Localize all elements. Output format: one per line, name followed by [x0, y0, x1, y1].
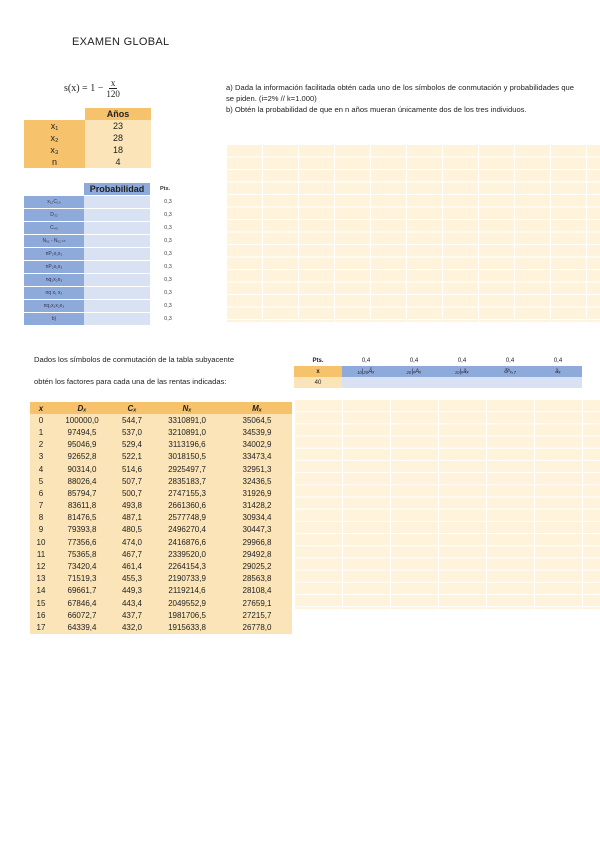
table-row — [30, 548, 292, 560]
comm-cell: 3 — [30, 451, 52, 463]
ages-header: Años — [85, 108, 151, 120]
probability-label: nq x₁ x₂ — [24, 287, 84, 300]
ages-value: 4 — [85, 156, 151, 168]
comm-cell: 2264154,3 — [152, 560, 222, 572]
comm-cell: 28108,4 — [222, 585, 292, 597]
points-value: 0,3 — [150, 287, 176, 300]
rent-header: ₁₀|ₓäₓ — [438, 366, 486, 377]
rent-header: ₁₀|₂₀Äₓ — [342, 366, 390, 377]
comm-cell: 92652,8 — [52, 451, 112, 463]
comm-cell: 28563,8 — [222, 573, 292, 585]
points-value: 0,3 — [150, 313, 176, 326]
comm-cell: 79393,8 — [52, 524, 112, 536]
table-row — [30, 536, 292, 548]
comm-cell: 437,7 — [112, 609, 152, 621]
rent-points-value: 0,4 — [457, 357, 467, 364]
comm-cell: 77356,6 — [52, 536, 112, 548]
points-value: 0,3 — [150, 248, 176, 261]
probability-answer-cell[interactable] — [84, 274, 150, 287]
comm-cell: 455,3 — [112, 573, 152, 585]
probability-label: b) — [24, 313, 84, 326]
comm-cell: 3113196,6 — [152, 439, 222, 451]
probability-answer-cell[interactable] — [84, 248, 150, 261]
rent-answer-cell[interactable] — [438, 377, 486, 388]
survival-formula — [64, 78, 120, 99]
comm-cell: 2835183,7 — [152, 475, 222, 487]
rent-answer-cell[interactable] — [534, 377, 582, 388]
comm-cell: 17 — [30, 621, 52, 633]
comm-cell: 2190733,9 — [152, 573, 222, 585]
probability-answer-cell[interactable] — [84, 196, 150, 209]
probability-label: nq₂x₂x₃ — [24, 274, 84, 287]
comm-cell: 83611,8 — [52, 500, 112, 512]
probability-header: Probabilidad — [84, 183, 150, 196]
rent-answer-cell[interactable] — [390, 377, 438, 388]
points-value: 0,3 — [150, 274, 176, 287]
comm-header: Nₓ — [152, 402, 222, 414]
ages-value: 18 — [85, 144, 151, 156]
comm-cell: 432,0 — [112, 621, 152, 633]
comm-cell: 27215,7 — [222, 609, 292, 621]
comm-cell: 3210891,0 — [152, 426, 222, 438]
table-row — [30, 500, 292, 512]
probability-answer-cell[interactable] — [84, 313, 150, 326]
comm-cell: 35064,5 — [222, 414, 292, 426]
comm-header: Dₓ — [52, 402, 112, 414]
comm-cell: 75365,8 — [52, 548, 112, 560]
rent-points-value: 0,4 — [409, 357, 419, 364]
rent-x-value: 40 — [294, 377, 342, 388]
comm-cell: 16 — [30, 609, 52, 621]
comm-cell: 11 — [30, 548, 52, 560]
ages-table — [24, 108, 151, 168]
formula-denominator: 120 — [106, 89, 120, 99]
comm-cell: 31428,2 — [222, 500, 292, 512]
comm-cell: 27659,1 — [222, 597, 292, 609]
rent-header: δ̈ᵖₓ,₇ — [486, 366, 534, 377]
comm-cell: 544,7 — [112, 414, 152, 426]
comm-cell: 1981706,5 — [152, 609, 222, 621]
comm-cell: 29966,8 — [222, 536, 292, 548]
rent-points-value: 0,4 — [505, 357, 515, 364]
probability-answer-cell[interactable] — [84, 300, 150, 313]
comm-cell: 2661360,6 — [152, 500, 222, 512]
table-row — [30, 451, 292, 463]
comm-cell: 3310891,0 — [152, 414, 222, 426]
intro-line-2: obtén los factores para cada una de las rentas indicadas: — [34, 377, 227, 386]
points-value: 0,3 — [150, 235, 176, 248]
ages-label: x₂ — [24, 132, 85, 144]
formula-numerator: x — [110, 78, 116, 88]
comm-cell: 26778,0 — [222, 621, 292, 633]
probability-label: nP₂x₁x₂ — [24, 248, 84, 261]
probability-answer-cell[interactable] — [84, 209, 150, 222]
comm-header: x — [30, 402, 52, 414]
answer-grid-1[interactable] — [226, 144, 600, 322]
rent-table — [294, 355, 582, 388]
comm-cell: 6 — [30, 487, 52, 499]
rent-points-value: 0,4 — [553, 357, 563, 364]
table-row — [30, 439, 292, 451]
table-row — [30, 414, 292, 426]
statement-part-a: a) Dada la información facilitada obtén cada uno de los símbolos de conmutación y probabilidades que se piden. (i=2% // k=1.000) — [226, 83, 574, 103]
comm-cell: 88026,4 — [52, 475, 112, 487]
comm-cell: 474,0 — [112, 536, 152, 548]
ages-value: 23 — [85, 120, 151, 132]
comm-cell: 29025,2 — [222, 560, 292, 572]
comm-cell: 2339520,0 — [152, 548, 222, 560]
comm-cell: 32951,3 — [222, 463, 292, 475]
exercise-statement — [226, 82, 574, 115]
comm-cell: 66072,7 — [52, 609, 112, 621]
comm-cell: 2416876,6 — [152, 536, 222, 548]
comm-cell: 30447,3 — [222, 524, 292, 536]
comm-cell: 2 — [30, 439, 52, 451]
comm-cell: 31926,9 — [222, 487, 292, 499]
comm-cell: 537,0 — [112, 426, 152, 438]
comm-cell: 7 — [30, 500, 52, 512]
comm-cell: 449,3 — [112, 585, 152, 597]
comm-cell: 13 — [30, 573, 52, 585]
comm-cell: 522,1 — [112, 451, 152, 463]
table-row — [30, 524, 292, 536]
table-row — [30, 585, 292, 597]
comm-cell: 12 — [30, 560, 52, 572]
probability-label: D₃₂ — [24, 209, 84, 222]
comm-cell: 2577748,9 — [152, 512, 222, 524]
comm-cell: 67846,4 — [52, 597, 112, 609]
comm-cell: 85794,7 — [52, 487, 112, 499]
table-row — [30, 621, 292, 633]
comm-cell: 97494,5 — [52, 426, 112, 438]
points-value: 0,3 — [150, 261, 176, 274]
probability-answer-cell[interactable] — [84, 222, 150, 235]
table-row — [30, 426, 292, 438]
formula-fraction — [106, 78, 120, 99]
comm-cell: 461,4 — [112, 560, 152, 572]
statement-part-b: b) Obtén la probabilidad de que en n años mueran únicamente dos de los tres individuos. — [226, 105, 527, 114]
probability-label: Nₓ₁ - Nₓ₁₊ₙ — [24, 235, 84, 248]
comm-cell: 507,7 — [112, 475, 152, 487]
comm-cell: 5 — [30, 475, 52, 487]
comm-header: Cₓ — [112, 402, 152, 414]
comm-cell: 443,4 — [112, 597, 152, 609]
comm-cell: 514,6 — [112, 463, 152, 475]
comm-cell: 2496270,4 — [152, 524, 222, 536]
comm-cell: 467,7 — [112, 548, 152, 560]
probability-answer-cell[interactable] — [84, 261, 150, 274]
comm-cell: 4 — [30, 463, 52, 475]
rent-header: ₂₀|ₓAₓ — [390, 366, 438, 377]
comm-cell: 34002,9 — [222, 439, 292, 451]
comm-cell: 8 — [30, 512, 52, 524]
intro-line-1: Dados los símbolos de conmutación de la tabla subyacente — [34, 355, 235, 364]
comm-cell: 33473,4 — [222, 451, 292, 463]
comm-cell: 3018150,5 — [152, 451, 222, 463]
probability-answer-cell[interactable] — [84, 287, 150, 300]
comm-cell: 69661,7 — [52, 585, 112, 597]
rent-points-value: 0,4 — [361, 357, 371, 364]
comm-cell: 10 — [30, 536, 52, 548]
comm-header: Mₓ — [222, 402, 292, 414]
comm-cell: 2925497,7 — [152, 463, 222, 475]
comm-cell: 95046,9 — [52, 439, 112, 451]
table-row — [30, 512, 292, 524]
comm-cell: 487,1 — [112, 512, 152, 524]
page-title: EXAMEN GLOBAL — [72, 36, 170, 48]
comm-cell: 480,5 — [112, 524, 152, 536]
table-row — [30, 487, 292, 499]
ages-label: n — [24, 156, 85, 168]
comm-cell: 2747155,3 — [152, 487, 222, 499]
probability-label: x₁₂C₁₀ — [24, 196, 84, 209]
comm-cell: 32436,5 — [222, 475, 292, 487]
comm-cell: 529,4 — [112, 439, 152, 451]
comm-cell: 71519,3 — [52, 573, 112, 585]
probability-label: C₄₀ — [24, 222, 84, 235]
probability-label: nq₂x₁x₂x₃ — [24, 300, 84, 313]
rent-answer-cell[interactable] — [486, 377, 534, 388]
comm-cell: 100000,0 — [52, 414, 112, 426]
table-row — [30, 475, 292, 487]
comm-cell: 1 — [30, 426, 52, 438]
table-row — [30, 560, 292, 572]
rent-answer-cell[interactable] — [342, 377, 390, 388]
comm-cell: 30934,4 — [222, 512, 292, 524]
comm-cell: 29492,8 — [222, 548, 292, 560]
probability-table — [24, 183, 176, 326]
comm-cell: 15 — [30, 597, 52, 609]
comm-cell: 81476,5 — [52, 512, 112, 524]
rent-points-label: Pts. — [312, 357, 324, 364]
comm-cell: 34539,9 — [222, 426, 292, 438]
probability-answer-cell[interactable] — [84, 235, 150, 248]
rent-x-header: x — [294, 366, 342, 377]
comm-cell: 2049552,9 — [152, 597, 222, 609]
ages-label: x₃ — [24, 144, 85, 156]
ages-label: x₁ — [24, 120, 85, 132]
comm-cell: 64339,4 — [52, 621, 112, 633]
formula-lhs: s(x) = 1 − — [64, 83, 104, 94]
table-row — [30, 573, 292, 585]
comm-cell: 14 — [30, 585, 52, 597]
points-header: Pts. — [150, 183, 176, 196]
comm-cell: 90314,0 — [52, 463, 112, 475]
comm-cell: 2119214,6 — [152, 585, 222, 597]
table-row — [30, 609, 292, 621]
commutation-table — [30, 402, 292, 634]
comm-cell: 73420,4 — [52, 560, 112, 572]
comm-cell: 500,7 — [112, 487, 152, 499]
comm-cell: 9 — [30, 524, 52, 536]
table-row — [30, 463, 292, 475]
rent-header: äₓ — [534, 366, 582, 377]
points-value: 0,3 — [150, 209, 176, 222]
probability-label: nP₂x₁x₃ — [24, 261, 84, 274]
table-row — [30, 597, 292, 609]
comm-cell: 493,8 — [112, 500, 152, 512]
points-value: 0,3 — [150, 222, 176, 235]
comm-cell: 1915633,8 — [152, 621, 222, 633]
ages-value: 28 — [85, 132, 151, 144]
points-value: 0,3 — [150, 300, 176, 313]
answer-grid-2[interactable] — [294, 399, 600, 609]
points-value: 0,3 — [150, 196, 176, 209]
comm-cell: 0 — [30, 414, 52, 426]
